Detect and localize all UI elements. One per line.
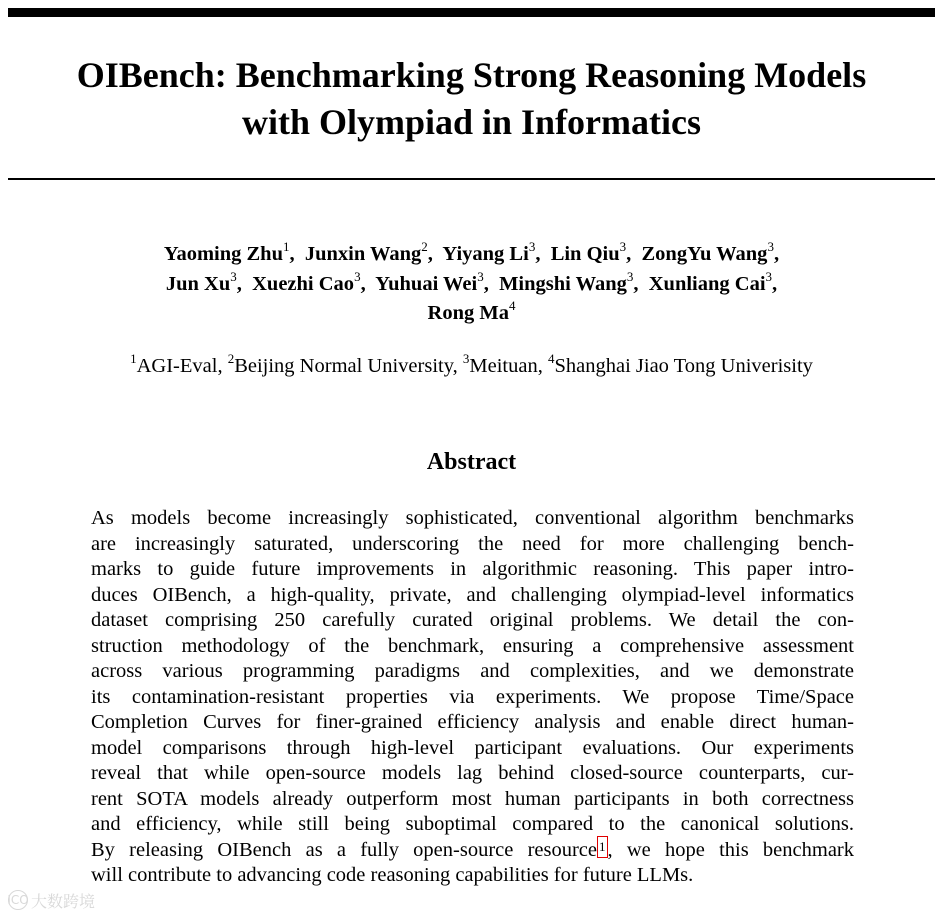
abstract-line	[91, 838, 854, 864]
abstract-line: dataset comprising 250 carefully curated original problems. We detail the con-	[91, 609, 854, 631]
author-affiliation-mark: 3	[626, 268, 634, 284]
watermark-logo-icon: ICO	[8, 890, 28, 910]
abstract-line: struction methodology of the benchmark, ensuring a comprehensive assessment	[91, 634, 854, 657]
abstract-line: and efficiency, while still being suboptimal compared to the canonical solutions.	[91, 813, 854, 835]
author-affiliation-mark: 3	[230, 268, 237, 284]
title-line-2: with Olympiad in Informatics	[241, 102, 702, 142]
author: Xunliang Cai	[648, 272, 766, 295]
abstract-heading: Abstract	[426, 449, 517, 475]
author-affiliation-mark: 3	[528, 239, 536, 255]
author-line-2: Jun Xu$^3$, Xuezhi Cao$^3$, Yuhuai Wei$^3$, Mingshi Wang$^3$, Xunliang Cai$^3$,	[165, 268, 778, 295]
title-rule	[8, 178, 935, 180]
author-affiliation-mark: 3	[477, 268, 484, 284]
abstract-line: duces OIBench, a high-quality, private, and challenging olympiad-level informatics	[91, 583, 854, 606]
affiliation: AGI-Eval,	[136, 355, 228, 377]
author-line-1: Yaoming Zhu$^1$, Junxin Wang$^2$, Yiyang Li$^3$, Lin Qiu$^3$, ZongYu Wang$^3$,	[163, 239, 780, 265]
abstract-line: As models become increasingly sophisticated, conventional algorithm benchmarks	[91, 507, 854, 529]
author-list	[8, 240, 935, 329]
footnote-link[interactable]: 1	[597, 836, 608, 858]
author-line-3	[8, 299, 935, 329]
author-affiliation-mark: 2	[421, 239, 428, 255]
author: Mingshi Wang	[499, 272, 627, 295]
abstract-line: Completion Curves for finer-grained efficiency analysis and enable direct human-	[91, 711, 854, 733]
watermark	[8, 888, 95, 912]
abstract-line: reveal that while open-source models lag behind closed-source counterparts, cur-	[91, 762, 854, 784]
author: Junxin Wang	[304, 243, 422, 265]
abstract-body	[91, 506, 854, 889]
author: Lin Qiu	[550, 243, 620, 265]
abstract-line: its contamination-resistant properties via experiments. We propose Time/Space	[91, 685, 854, 708]
title-line-1: OIBench: Benchmarking Strong Reasoning Models	[76, 55, 867, 95]
affiliation: Meituan,	[469, 355, 548, 377]
affiliations	[8, 352, 935, 380]
author: Yaoming Zhu	[163, 243, 283, 265]
paper-title	[8, 52, 935, 146]
abstract-line: model comparisons through high-level participant evaluations. Our experiments	[91, 736, 854, 759]
top-rule	[8, 8, 935, 17]
abstract-line: marks to guide future improvements in algorithmic reasoning. This paper intro-	[91, 558, 854, 580]
author-affiliation-mark: 3	[354, 268, 361, 284]
affiliation-mark: 3	[462, 351, 470, 367]
affiliation-mark: 1	[130, 351, 137, 367]
author-affiliation-mark: 1	[282, 239, 290, 255]
author-affiliation-mark: 3	[619, 239, 627, 255]
affiliation: Shanghai Jiao Tong Univerisity	[554, 355, 813, 377]
affiliation: Beijing Normal University,	[234, 355, 463, 377]
abstract-line: rent SOTA models already outperform most human participants in both correctness	[91, 787, 854, 810]
abstract-line: across various programming paradigms and complexities, and we demonstrate	[91, 660, 854, 682]
watermark-text: 大数跨境	[31, 891, 96, 911]
author-affiliation-mark: 3	[765, 268, 773, 284]
author: Yiyang Li	[442, 243, 529, 265]
author: ZongYu Wang	[641, 243, 768, 265]
author: Rong Ma	[427, 302, 509, 324]
author: Jun Xu	[165, 272, 231, 295]
abstract-line: are increasingly saturated, underscoring the need for more challenging bench-	[91, 532, 854, 555]
abstract-text: By releasing OIBench as a fully open-source resource	[91, 838, 598, 861]
abstract-text: , we hope this benchmark	[607, 838, 854, 861]
affiliation-mark: 4	[547, 351, 555, 367]
affiliation-mark: 2	[227, 351, 235, 367]
abstract-line: will contribute to advancing code reasoning capabilities for future LLMs.	[91, 864, 694, 886]
author-affiliation-mark: 4	[508, 298, 516, 314]
author: Yuhuai Wei	[375, 272, 478, 295]
author-affiliation-mark: 3	[767, 239, 774, 255]
author: Xuezhi Cao	[252, 272, 355, 295]
